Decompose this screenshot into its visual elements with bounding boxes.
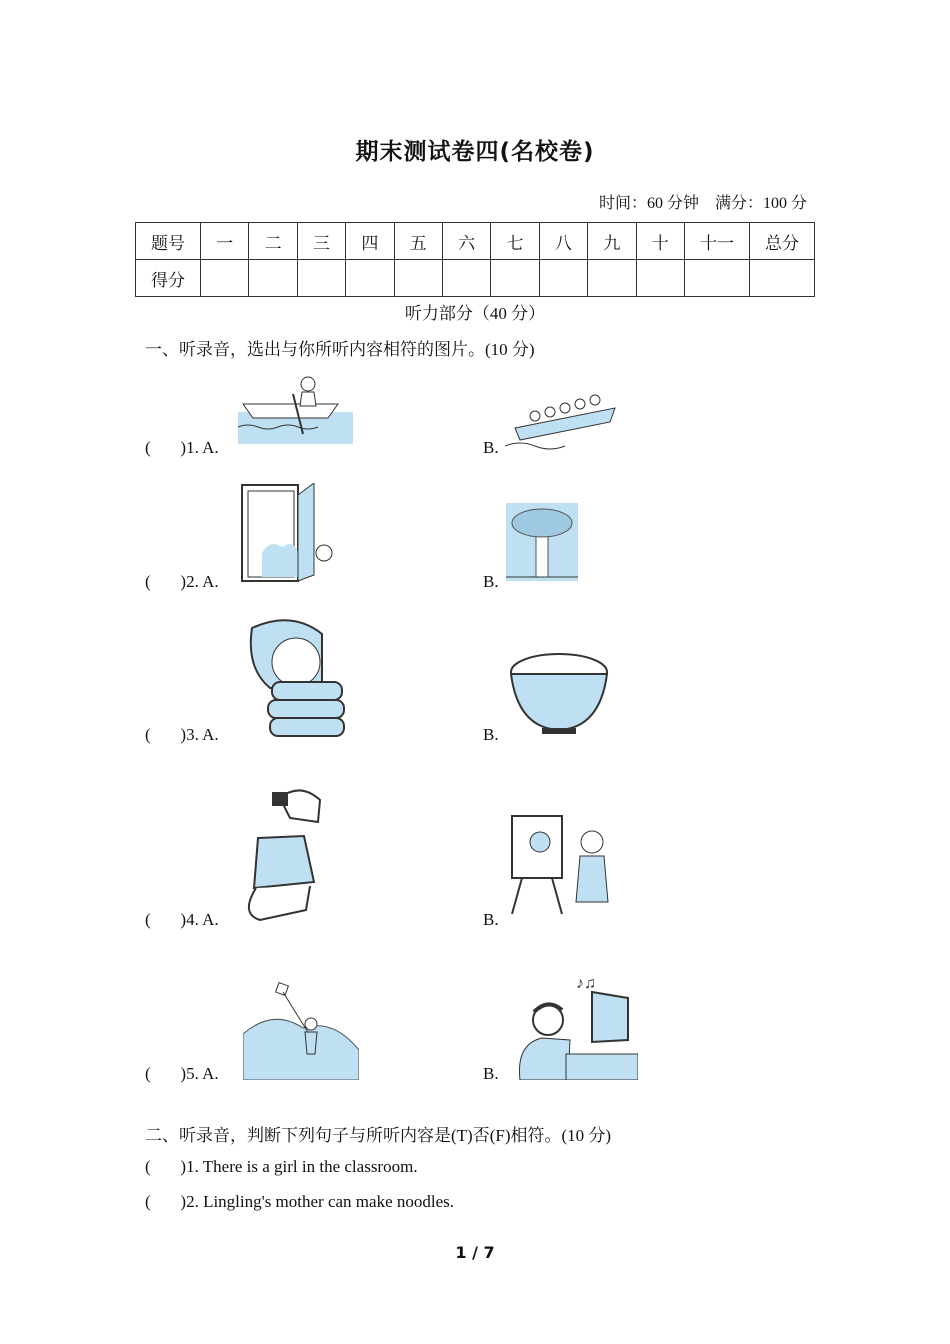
table-cell: 三 — [297, 223, 345, 260]
score-cell[interactable] — [636, 260, 684, 297]
table-cell: 十 — [636, 223, 684, 260]
listening-section-header: 听力部分（40 分） — [404, 304, 546, 323]
bread-image — [242, 618, 360, 738]
question-5-b: B. — [483, 1064, 499, 1083]
score-cell[interactable] — [588, 260, 636, 297]
score-cell[interactable] — [491, 260, 539, 297]
score-cell[interactable] — [442, 260, 490, 297]
table-cell: 五 — [394, 223, 442, 260]
painting-image — [504, 808, 616, 918]
question-4-b: B. — [483, 910, 499, 929]
table-cell: 一 — [201, 223, 249, 260]
page-title: 期末测试卷四(名校卷) — [355, 139, 595, 165]
tf-question-2: ( )2. Lingling's mother can make noodles. — [145, 1192, 454, 1211]
table-cell: 七 — [491, 223, 539, 260]
table-cell: 总分 — [750, 223, 815, 260]
score-cell[interactable] — [394, 260, 442, 297]
table-cell: 得分 — [136, 260, 201, 297]
question-2-a: ( )2. A. — [145, 572, 219, 591]
page-number: 1 / 7 — [455, 1243, 495, 1262]
score-cell[interactable] — [249, 260, 297, 297]
question-4-a: ( )4. A. — [145, 910, 219, 929]
score-table-header-row — [136, 223, 815, 260]
part2-heading: 二、听录音，判断下列句子与所听内容是(T)否(F)相符。(10 分) — [145, 1126, 612, 1145]
part1-heading: 一、听录音，选出与你所听内容相符的图片。(10 分) — [145, 340, 535, 359]
score-cell[interactable] — [750, 260, 815, 297]
question-2-b: B. — [483, 572, 499, 591]
score-cell[interactable] — [539, 260, 587, 297]
exam-meta: 时间：60 分钟 满分：100 分 — [598, 195, 807, 212]
table-cell: 八 — [539, 223, 587, 260]
score-cell[interactable] — [201, 260, 249, 297]
question-3-b: B. — [483, 725, 499, 744]
table-cell: 九 — [588, 223, 636, 260]
table-cell: 题号 — [136, 223, 201, 260]
taking-photos-image — [240, 782, 332, 922]
score-table — [135, 222, 815, 297]
score-cell[interactable] — [297, 260, 345, 297]
table-cell: 十一 — [685, 223, 750, 260]
music-note-icon: ♪♫ — [576, 975, 596, 992]
tf-question-1: ( )1. There is a girl in the classroom. — [145, 1157, 418, 1176]
rowing-boat-image — [238, 372, 353, 444]
rice-bowl-image — [508, 650, 610, 736]
question-3-a: ( )3. A. — [145, 725, 219, 744]
score-cell[interactable] — [685, 260, 750, 297]
computer-music-image — [516, 968, 638, 1080]
table-cell: 六 — [442, 223, 490, 260]
flying-kite-image — [243, 978, 359, 1080]
score-table-score-row — [136, 260, 815, 297]
table-cell: 二 — [249, 223, 297, 260]
score-cell[interactable] — [346, 260, 394, 297]
door-image — [240, 483, 340, 583]
table-cell: 四 — [346, 223, 394, 260]
dragon-boat-image — [505, 388, 620, 454]
question-1-a: ( )1. A. — [145, 438, 219, 457]
question-1-b: B. — [483, 438, 499, 457]
question-5-a: ( )5. A. — [145, 1064, 219, 1083]
tree-image — [506, 503, 578, 581]
